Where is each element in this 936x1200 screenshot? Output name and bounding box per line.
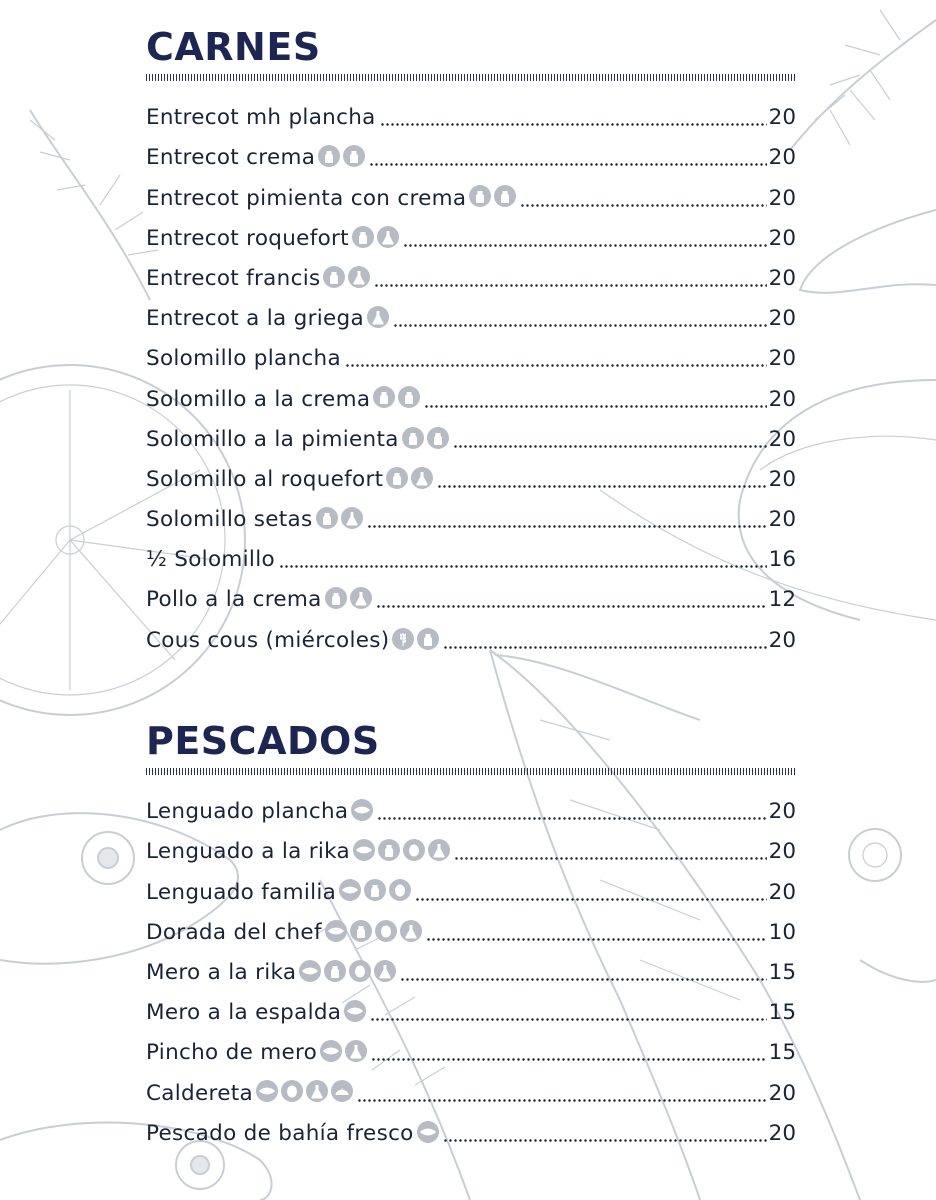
sulphite-icon: [377, 226, 399, 248]
dot-leader: [370, 1018, 766, 1021]
dot-leader: [279, 565, 767, 568]
mollusc-icon: [331, 1080, 353, 1102]
dot-leader: [376, 605, 767, 608]
dot-leader: [377, 817, 766, 820]
fish-icon: [353, 839, 375, 861]
dish-name: Pincho de mero: [146, 1040, 318, 1066]
menu-item: [146, 988, 796, 1028]
allergen-icons: [392, 628, 439, 650]
milk-icon: [386, 467, 408, 489]
fish-icon: [325, 920, 347, 942]
dish-name: Solomillo setas: [146, 507, 313, 533]
menu-item: [146, 908, 796, 948]
dish-name: Pescado de bahía fresco: [146, 1120, 414, 1146]
dish-price: 20: [768, 466, 796, 492]
milk-icon: [378, 839, 400, 861]
dot-leader: [403, 244, 767, 247]
menu-item: [146, 133, 796, 173]
dot-leader: [437, 485, 766, 488]
menu-item: [146, 214, 796, 254]
allergen-icons: [339, 879, 411, 901]
egg-icon: [349, 960, 371, 982]
allergen-icons: [316, 507, 363, 529]
allergen-icons: [320, 1040, 367, 1062]
dish-price: 20: [768, 839, 796, 865]
milk-icon: [373, 386, 395, 408]
dish-price: 16: [768, 547, 796, 573]
dish-name: Cous cous (miércoles): [146, 627, 390, 653]
dot-leader: [380, 123, 767, 126]
sulphite-icon: [367, 306, 389, 328]
menu-item: [146, 827, 796, 867]
fish-icon: [417, 1121, 439, 1143]
title-rule: [146, 74, 796, 81]
dish-price: 20: [768, 105, 796, 131]
menu-item: [146, 334, 796, 374]
dish-price: 15: [768, 959, 796, 985]
dish-price: 20: [768, 507, 796, 533]
dish-name: Solomillo plancha: [146, 346, 341, 372]
menu-item: [146, 374, 796, 414]
sulphite-icon: [345, 1040, 367, 1062]
allergen-icons: [299, 960, 396, 982]
dish-name: Solomillo a la pimienta: [146, 426, 399, 452]
sulphite-icon: [350, 587, 372, 609]
dish-price: 20: [768, 306, 796, 332]
dot-leader: [453, 445, 767, 448]
menu-item: [146, 1068, 796, 1108]
egg-icon: [375, 920, 397, 942]
dot-leader: [371, 1058, 767, 1061]
dish-price: 20: [768, 145, 796, 171]
milk-icon: [323, 266, 345, 288]
section-title: PESCADOS: [146, 719, 380, 763]
menu-item: [146, 615, 796, 655]
fish-icon: [339, 879, 361, 901]
dish-price: 20: [768, 1080, 796, 1106]
dish-name: Lenguado a la rika: [146, 839, 350, 865]
dish-name: Entrecot a la griega: [146, 306, 364, 332]
menu-item: [146, 1109, 796, 1149]
dish-name: Lenguado familia: [146, 879, 337, 905]
egg-icon: [389, 879, 411, 901]
gluten-icon: [392, 628, 414, 650]
menu-list: [146, 93, 796, 656]
section-carnes: [146, 24, 796, 656]
milk-icon: [318, 145, 340, 167]
dot-leader: [345, 364, 767, 367]
milk-icon: [364, 879, 386, 901]
dish-price: 20: [768, 265, 796, 291]
dot-leader: [400, 978, 766, 981]
milk-icon: [494, 185, 516, 207]
dot-leader: [369, 163, 766, 166]
sulphite-icon: [400, 920, 422, 942]
milk-icon: [427, 427, 449, 449]
dish-price: 20: [768, 346, 796, 372]
title-rule: [146, 768, 796, 775]
dish-name: ½ Solomillo: [146, 547, 275, 573]
egg-icon: [281, 1080, 303, 1102]
allergen-icons: [353, 839, 450, 861]
dot-leader: [426, 938, 767, 941]
dish-price: 20: [768, 799, 796, 825]
menu-item: [146, 173, 796, 213]
sulphite-icon: [341, 507, 363, 529]
allergen-icons: [469, 185, 516, 207]
fish-icon: [320, 1040, 342, 1062]
dish-name: Dorada del chef: [146, 919, 322, 945]
sulphite-icon: [374, 960, 396, 982]
milk-icon: [352, 226, 374, 248]
dot-leader: [367, 525, 767, 528]
milk-icon: [316, 507, 338, 529]
dish-name: Solomillo al roquefort: [146, 466, 384, 492]
menu-item: [146, 93, 796, 133]
dish-price: 20: [768, 1120, 796, 1146]
allergen-icons: [325, 920, 422, 942]
dish-name: Solomillo a la crema: [146, 386, 371, 412]
allergen-icons: [325, 587, 372, 609]
menu-item: [146, 867, 796, 907]
dish-price: 20: [768, 185, 796, 211]
dot-leader: [520, 204, 766, 207]
dish-price: 20: [768, 879, 796, 905]
allergen-icons: [386, 467, 433, 489]
sulphite-icon: [348, 266, 370, 288]
dish-price: 20: [768, 386, 796, 412]
allergen-icons: [367, 306, 389, 328]
dot-leader: [443, 1139, 767, 1142]
dish-name: Mero a la espalda: [146, 1000, 342, 1026]
dish-name: Mero a la rika: [146, 959, 297, 985]
menu-item: [146, 535, 796, 575]
allergen-icons: [373, 386, 420, 408]
dot-leader: [374, 284, 766, 287]
menu-item: [146, 495, 796, 535]
fish-icon: [299, 960, 321, 982]
milk-icon: [402, 427, 424, 449]
fish-icon: [344, 1000, 366, 1022]
dot-leader: [357, 1099, 767, 1102]
dish-name: Entrecot pimienta con crema: [146, 185, 467, 211]
milk-icon: [417, 628, 439, 650]
dot-leader: [424, 405, 766, 408]
milk-icon: [469, 185, 491, 207]
allergen-icons: [344, 1000, 366, 1022]
menu-list: [146, 787, 796, 1149]
menu-item: [146, 787, 796, 827]
allergen-icons: [256, 1080, 353, 1102]
dish-name: Entrecot crema: [146, 145, 316, 171]
dot-leader: [415, 898, 767, 901]
menu-item: [146, 575, 796, 615]
dot-leader: [393, 324, 767, 327]
menu-item: [146, 948, 796, 988]
milk-icon: [325, 587, 347, 609]
dish-price: 10: [768, 919, 796, 945]
allergen-icons: [352, 226, 399, 248]
dish-name: Entrecot mh plancha: [146, 105, 376, 131]
allergen-icons: [351, 799, 373, 821]
allergen-icons: [402, 427, 449, 449]
dish-name: Entrecot roquefort: [146, 225, 349, 251]
dish-price: 20: [768, 426, 796, 452]
egg-icon: [403, 839, 425, 861]
menu-item: [146, 415, 796, 455]
menu-item: [146, 455, 796, 495]
menu-item: [146, 254, 796, 294]
menu-item: [146, 1028, 796, 1068]
dish-price: 12: [768, 587, 796, 613]
sulphite-icon: [411, 467, 433, 489]
dot-leader: [443, 646, 766, 649]
allergen-icons: [318, 145, 365, 167]
section-pescados: [146, 718, 796, 1149]
dish-name: Pollo a la crema: [146, 587, 322, 613]
dish-name: Entrecot francis: [146, 265, 321, 291]
milk-icon: [324, 960, 346, 982]
menu-item: [146, 294, 796, 334]
dish-price: 15: [768, 1000, 796, 1026]
sulphite-icon: [428, 839, 450, 861]
dish-name: Lenguado plancha: [146, 799, 349, 825]
dish-price: 20: [768, 627, 796, 653]
dish-name: Caldereta: [146, 1080, 253, 1106]
milk-icon: [343, 145, 365, 167]
milk-icon: [350, 920, 372, 942]
dot-leader: [454, 857, 767, 860]
dish-price: 20: [768, 225, 796, 251]
allergen-icons: [417, 1121, 439, 1143]
allergen-icons: [323, 266, 370, 288]
milk-icon: [398, 386, 420, 408]
sulphite-icon: [306, 1080, 328, 1102]
section-title: CARNES: [146, 25, 321, 69]
dish-price: 15: [768, 1040, 796, 1066]
fish-icon: [351, 799, 373, 821]
fish-icon: [256, 1080, 278, 1102]
